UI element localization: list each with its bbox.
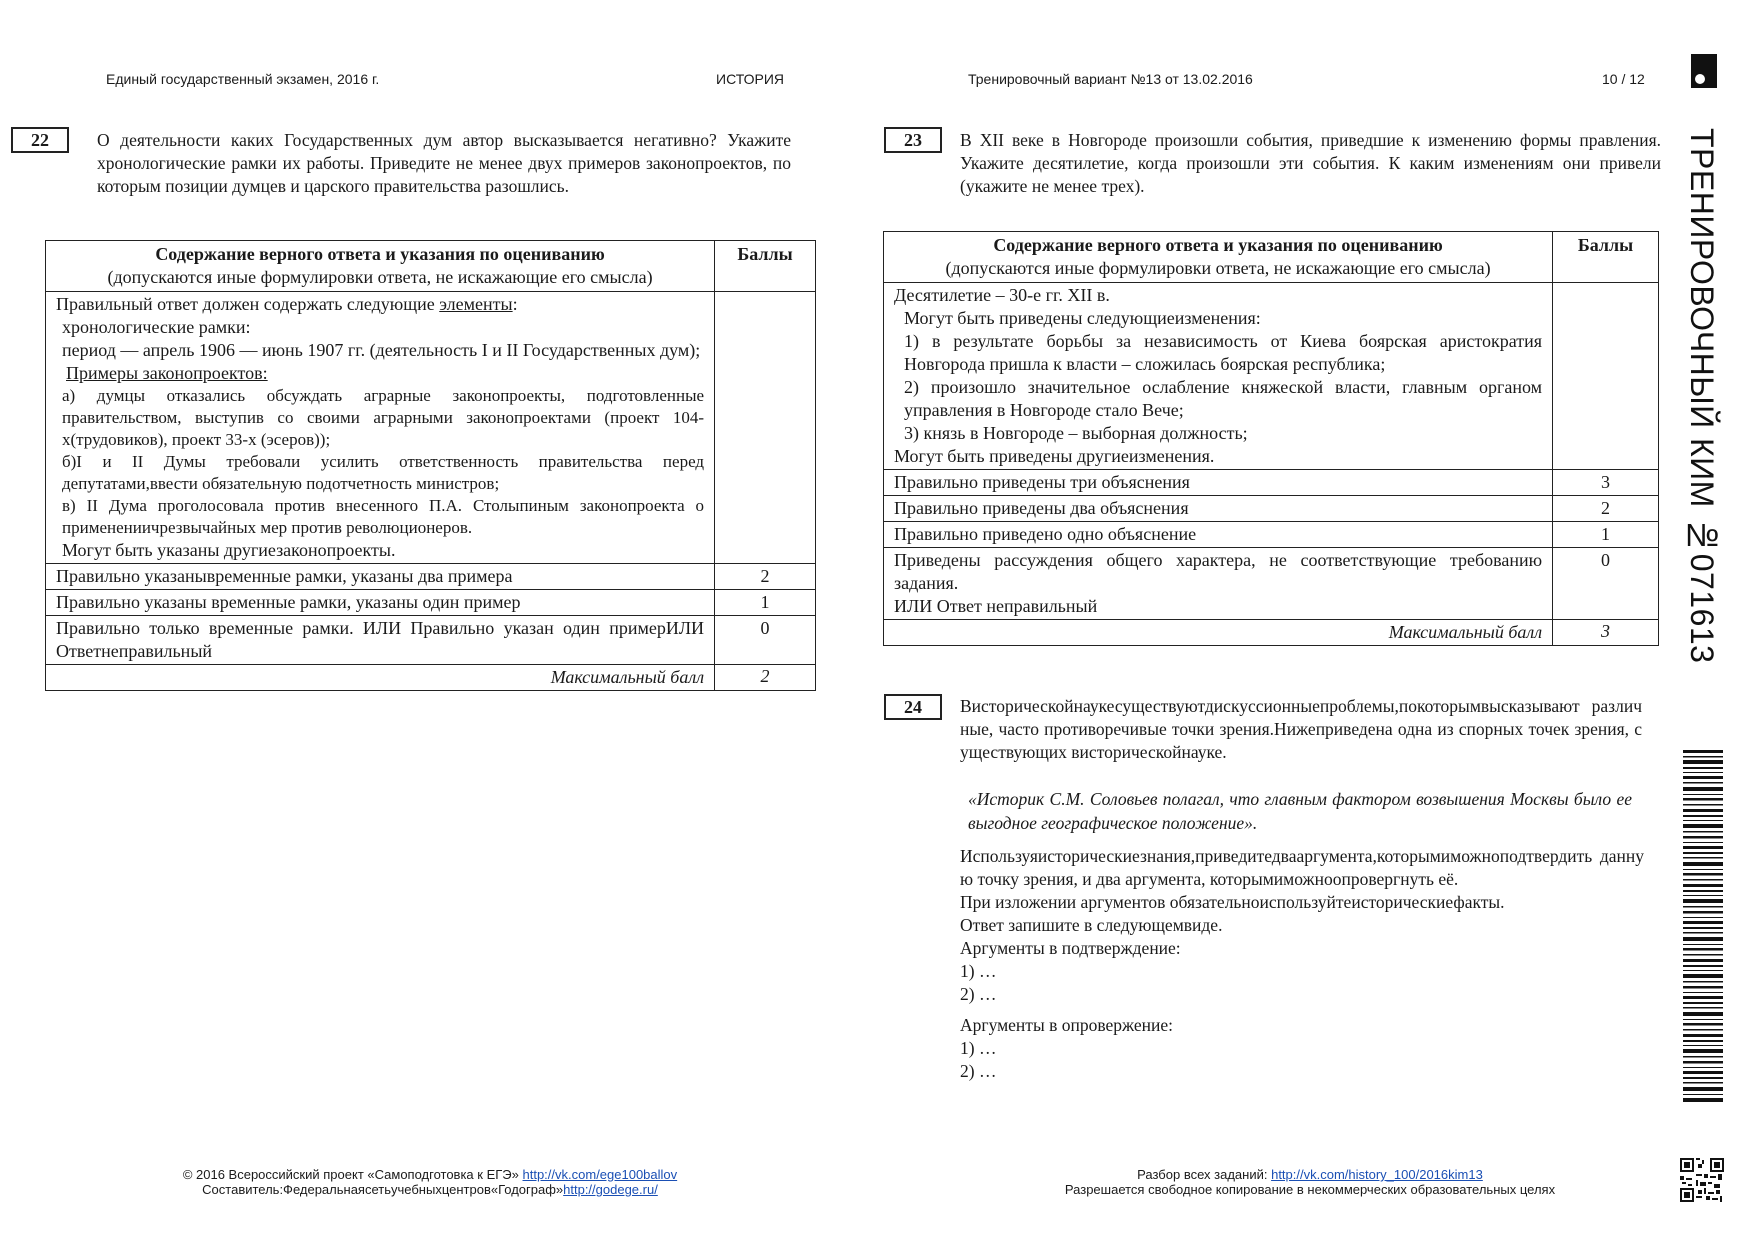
task-22-score-table: [45, 240, 816, 691]
header-note: (допускаются иные формулировки ответа, не искажающие его смысла): [107, 267, 653, 287]
for-item-1: 1) …: [960, 961, 997, 981]
footer-right: [1000, 1167, 1620, 1197]
footer-license: Разрешается свободное копирование в некоммерческих образовательных целях: [1064, 1182, 1556, 1197]
task-23-score-table: [883, 231, 1659, 646]
intro-end: :: [512, 294, 518, 314]
against-label: Аргументы в опровержение:: [960, 1015, 1173, 1035]
task-24-number: 24: [884, 694, 942, 720]
criterion-points: 2: [715, 564, 816, 590]
chrono-text: период — апрель 1906 — июнь 1907 гг. (деятельность I и II Государственных дум);: [62, 340, 701, 360]
qr-code-icon: [1680, 1158, 1724, 1202]
change-3: 3) князь в Новгороде – выборная должность;: [904, 423, 1248, 443]
task-22-number: 22: [11, 127, 69, 153]
footer-compiler: Составитель:Федеральнаясетьучебныхцентров«Годограф»: [202, 1182, 564, 1197]
corner-mark: [1691, 54, 1717, 88]
criterion-points: 0: [1553, 548, 1659, 620]
instruction-3: Ответ запишите в следующемвиде.: [960, 915, 1223, 935]
table-row: [884, 522, 1659, 548]
header-subject: ИСТОРИЯ: [716, 71, 785, 87]
example-c: в) II Дума проголосовала против внесенного П.А. Столыпиным законопроекта о применениичрезвычайных мер против революционеров.: [62, 496, 705, 537]
criterion-points: 2: [1553, 496, 1659, 522]
decade: Десятилетие – 30-е гг. XII в.: [894, 285, 1110, 305]
table-header-points: [1553, 232, 1659, 283]
footer-analysis-link[interactable]: http://vk.com/history_100/2016kim13: [1271, 1167, 1483, 1182]
criterion-points: 1: [1553, 522, 1659, 548]
criterion-text: Правильно приведены два объяснения: [884, 496, 1553, 522]
change-1: 1) в результате борьбы за независимость от Киева боярская аристократия Новгорода пришла к власти – сложилась боярская республика;: [904, 331, 1543, 374]
criterion-text: Правильно указаны временные рамки, указаны один пример: [46, 590, 715, 616]
other-changes: Могут быть приведены другиеизменения.: [894, 446, 1215, 466]
criterion-text-line-2: ИЛИ Ответ неправильный: [894, 596, 1098, 616]
example-a: а) думцы отказались обсуждать аграрные законопроекты, подготовленные правительством, выступив со своими аграрными законопроектами (проект 104-х(трудовиков), проект 33-х (эсеров));: [62, 386, 705, 449]
barcode-icon: [1683, 750, 1723, 1102]
instruction-2: При изложении аргументов обязательноиспользуйтеисторическиефакты.: [960, 892, 1505, 912]
answer-elements-cell: [46, 292, 715, 564]
table-row: [884, 548, 1659, 620]
header-title: Содержание верного ответа и указания по оцениванию: [155, 244, 605, 264]
criterion-points: 0: [715, 616, 816, 665]
criterion-text-line-1: Приведены рассуждения общего характера, не соответствующие требованию задания.: [894, 550, 1543, 593]
intro-text: Правильный ответ должен содержать следующие: [56, 294, 435, 314]
task-24-instructions: [960, 845, 1644, 1083]
criterion-text: [884, 548, 1553, 620]
task-22-question: О деятельности каких Государственных дум автор высказывается негативно? Укажите хронологические рамки их работы. Приведите не менее двух примеров законопроектов, по которым позиции думцев и царского правительства разошлись.: [97, 130, 791, 196]
footer-vk-link[interactable]: http://vk.com/ege100ballov: [522, 1167, 678, 1182]
table-row: [46, 564, 816, 590]
for-item-2: 2) …: [960, 984, 997, 1004]
header-points: Баллы: [1577, 235, 1634, 255]
max-score-label: Максимальный балл: [884, 620, 1553, 646]
examples-label: Примеры законопроектов:: [66, 363, 268, 383]
header-variant: Тренировочный вариант №13 от 13.02.2016: [968, 71, 1253, 87]
for-label: Аргументы в подтверждение:: [960, 938, 1181, 958]
task-24-quote: «Историк С.М. Соловьев полагал, что главным фактором возвышения Москвы было ее выгодное географическое положение».: [968, 789, 1632, 833]
changes-label: Могут быть приведены следующиеизменения:: [904, 308, 1261, 328]
intro-line: [56, 293, 704, 316]
table-row: [884, 470, 1659, 496]
footer-godege-link[interactable]: http://godege.ru/: [563, 1182, 658, 1197]
max-score-label: Максимальный балл: [46, 665, 715, 691]
max-score-value: 3: [1553, 620, 1659, 646]
table-row: [46, 590, 816, 616]
against-item-1: 1) …: [960, 1038, 997, 1058]
criterion-text: Правильно приведено одно объяснение: [884, 522, 1553, 548]
example-b: б)I и II Думы требовали усилить ответственность правительства перед депутатами,ввести обязательную подотчетность министров;: [62, 452, 705, 493]
criterion-text: Правильно только временные рамки. ИЛИ Правильно указан один примерИЛИ Ответнеправильный: [46, 616, 715, 665]
criterion-text: Правильно указанывременные рамки, указаны два примера: [46, 564, 715, 590]
table-header-content: [884, 232, 1553, 283]
header-exam: Единый государственный экзамен, 2016 г.: [106, 71, 380, 87]
header-page: 10 / 12: [1602, 71, 1645, 87]
other-examples: Могут быть указаны другиезаконопроекты.: [62, 540, 396, 560]
against-item-2: 2) …: [960, 1061, 997, 1081]
criterion-text: Правильно приведены три объяснения: [884, 470, 1553, 496]
max-score-value: 2: [715, 665, 816, 691]
table-row: [46, 616, 816, 665]
table-header-points: [715, 241, 816, 292]
header-note: (допускаются иные формулировки ответа, не искажающие его смысла): [945, 258, 1491, 278]
footer-copyright: © 2016 Всероссийский проект «Самоподготовка к ЕГЭ»: [182, 1167, 519, 1182]
table-header-content: [46, 241, 715, 292]
footer-analysis-label: Разбор всех заданий:: [1137, 1167, 1268, 1182]
instruction-1: Используяисторическиезнания,приведитедвааргумента,которымиможноподтвердить данную точку зрения, и два аргумента, которымиможноопровергнуть её.: [960, 846, 1644, 889]
side-title: ТРЕНИРОВОЧНЫЙ КИМ №071613: [1684, 128, 1720, 664]
answer-elements-cell: [884, 283, 1553, 470]
header-points: Баллы: [737, 244, 793, 264]
task-23-number: 23: [884, 127, 942, 153]
criterion-points: 1: [715, 590, 816, 616]
chrono-label: хронологические рамки:: [62, 317, 251, 337]
change-2: 2) произошло значительное ослабление княжеской власти, главным органом управления в Новгороде стало Вече;: [904, 377, 1543, 420]
intro-link-text: элементы: [439, 294, 513, 314]
criterion-points: 3: [1553, 470, 1659, 496]
task-24-intro: Висторическойнаукесуществуютдискуссионныепроблемы,покоторымвысказывают различные, часто противоречивые точки зрения.Нижеприведена одна из спорных точек зрения, существующих висторическойнауке.: [960, 696, 1642, 762]
footer-left: [120, 1167, 740, 1197]
task-23-question: В XII веке в Новгороде произошли события, приведшие к изменению формы правления. Укажите десятилетие, когда произошли эти события. К каким изменениям они привели (укажите не менее трех).: [960, 130, 1661, 196]
header-title: Содержание верного ответа и указания по оцениванию: [993, 235, 1443, 255]
table-row: [884, 496, 1659, 522]
